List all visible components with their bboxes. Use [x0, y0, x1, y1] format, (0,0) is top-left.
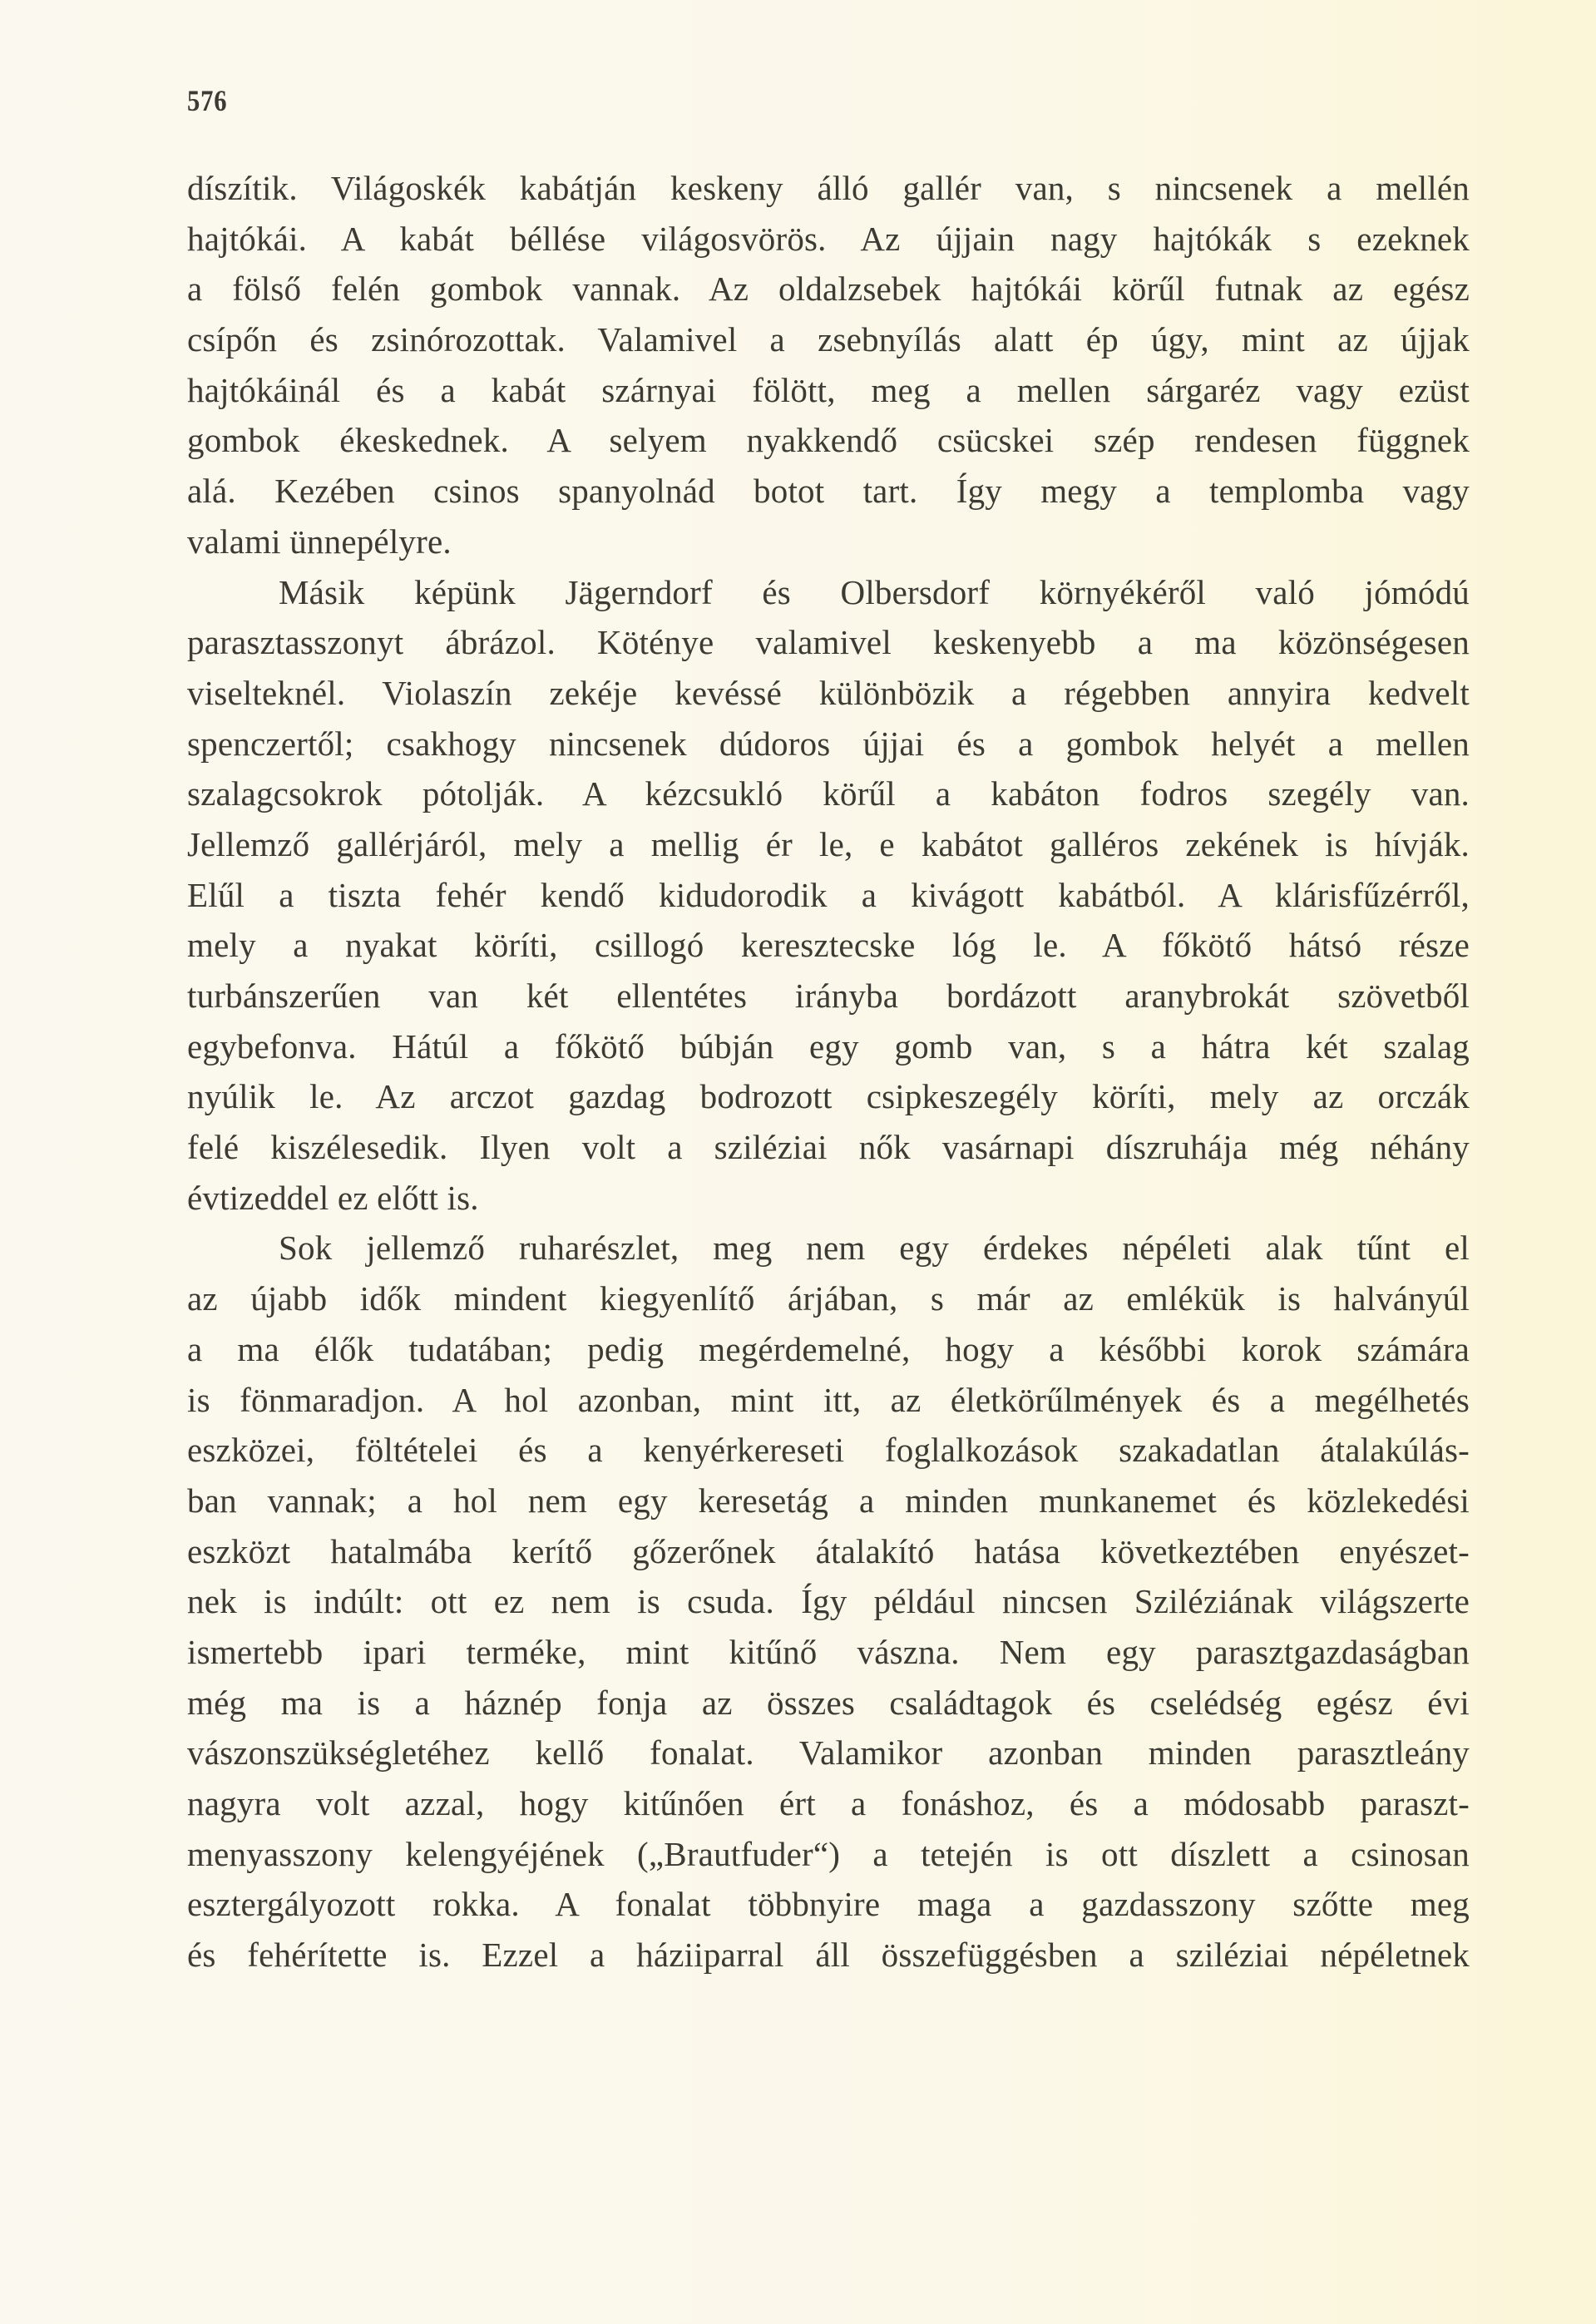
- text-line: eszközt hatalmába kerítő gőzerőnek átalakító hatása következtében enyészet-: [187, 1531, 1470, 1570]
- text-line: valami ünnepélyre.: [187, 522, 452, 561]
- text-line: az újabb idők mindent kiegyenlítő árjában, s már az emlékük is halványúl: [187, 1279, 1470, 1318]
- paragraph: [187, 567, 1470, 1224]
- text-line: eszközei, föltételei és a kenyérkereseti foglalkozások szakadatlan átalakúlás-: [187, 1431, 1470, 1470]
- text-line: díszítik. Világoskék kabátján keskeny álló gallér van, s nincsenek a mellén: [187, 169, 1470, 207]
- text-line: is fönmaradjon. A hol azonban, mint itt, az életkörűlmények és a megélhetés: [187, 1380, 1470, 1419]
- text-line: menyasszony kelengyéjének („Brautfuder“) a tetején is ott díszlett a csinosan: [187, 1834, 1470, 1873]
- paragraph: [187, 1223, 1470, 1980]
- text-line: viselteknél. Violaszín zekéje kevéssé különbözik a régebben annyira kedvelt: [187, 673, 1470, 712]
- text-line: nek is indúlt: ott ez nem is csuda. Így például nincsen Sziléziának világszerte: [187, 1582, 1470, 1621]
- text-line: és fehérítette is. Ezzel a háziiparral áll összefüggésben a sziléziai népéletnek: [187, 1936, 1470, 1975]
- text-line: hajtókái. A kabát béllése világosvörös. Az újjain nagy hajtókák s ezeknek: [187, 219, 1470, 258]
- text-line: Másik képünk Jägerndorf és Olbersdorf környékéről való jómódú: [279, 572, 1470, 611]
- text-line: felé kiszélesedik. Ilyen volt a sziléziai nők vasárnapi díszruhája még néhány: [187, 1128, 1470, 1167]
- text-line: szalagcsokrok pótolják. A kézcsukló körűl a kabáton fodros szegély van.: [187, 774, 1470, 813]
- text-line: ban vannak; a hol nem egy keresetág a minden munkanemet és közlekedési: [187, 1481, 1470, 1520]
- text-line: csípőn és zsinórozottak. Valamivel a zsebnyílás alatt ép úgy, mint az újjak: [187, 320, 1470, 359]
- text-line: turbánszerűen van két ellentétes irányba bordázott aranybrokát szövetből: [187, 977, 1470, 1015]
- text-line: vászonszükségletéhez kellő fonalat. Valamikor azonban minden parasztleány: [187, 1733, 1470, 1773]
- page-number: 576: [187, 84, 228, 117]
- text-line: spenczertől; csakhogy nincsenek dúdoros újjai és a gombok helyét a mellen: [187, 724, 1470, 763]
- text-line: ismertebb ipari terméke, mint kitűnő vászna. Nem egy parasztgazdaságban: [187, 1632, 1470, 1671]
- text-line: egybefonva. Hátúl a főkötő búbján egy gomb van, s a hátra két szalag: [187, 1026, 1470, 1066]
- text-line: gombok ékeskednek. A selyem nyakkendő csücskei szép rendesen függnek: [187, 421, 1470, 460]
- text-line: évtizeddel ez előtt is.: [187, 1178, 479, 1217]
- text-line: nyúlik le. Az arczot gazdag bodrozott csipkeszegély köríti, mely az orczák: [187, 1077, 1470, 1116]
- text-line: a ma élők tudatában; pedig megérdemelné, hogy a későbbi korok számára: [187, 1329, 1470, 1368]
- text-line: nagyra volt azzal, hogy kitűnően ért a fonáshoz, és a módosabb paraszt-: [187, 1784, 1470, 1822]
- text-line: még ma is a háznép fonja az összes családtagok és cselédség egész évi: [187, 1683, 1470, 1722]
- text-line: a fölső felén gombok vannak. Az oldalzsebek hajtókái körűl futnak az egész: [187, 269, 1470, 309]
- text-line: mely a nyakat köríti, csillogó keresztecske lóg le. A főkötő hátsó része: [187, 926, 1470, 965]
- text-line: Sok jellemző ruharészlet, meg nem egy érdekes népéleti alak tűnt el: [279, 1229, 1470, 1268]
- body-text: [187, 163, 1470, 1980]
- text-line: Elűl a tiszta fehér kendő kidudorodik a kivágott kabátból. A klárisfűzérről,: [187, 875, 1470, 914]
- text-line: Jellemző gallérjáról, mely a mellig ér le, e kabátot galléros zekének is hívják.: [187, 824, 1470, 863]
- text-line: hajtókáinál és a kabát szárnyai fölött, meg a mellen sárgaréz vagy ezüst: [187, 370, 1470, 409]
- paragraph: [187, 163, 1470, 567]
- text-line: parasztasszonyt ábrázol. Köténye valamivel keskenyebb a ma közönségesen: [187, 623, 1470, 662]
- text-line: esztergályozott rokka. A fonalat többnyire maga a gazdasszony szőtte meg: [187, 1885, 1470, 1924]
- text-line: alá. Kezében csinos spanyolnád botot tart. Így megy a templomba vagy: [187, 472, 1470, 511]
